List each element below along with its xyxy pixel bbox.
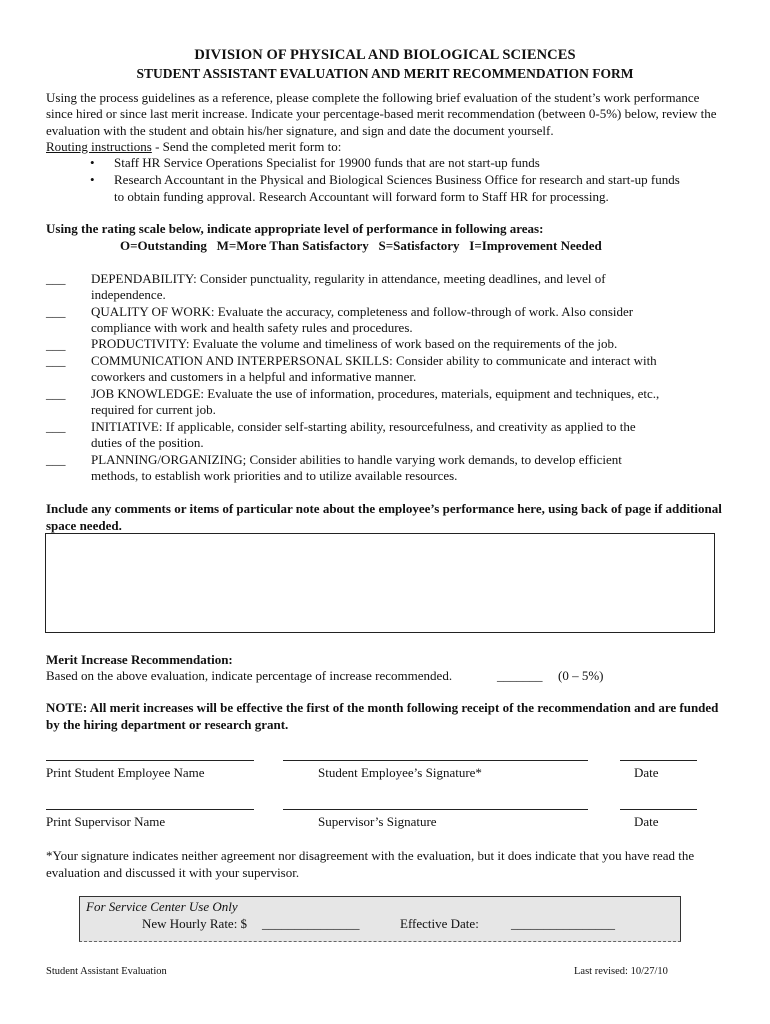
- rating-blank-productivity[interactable]: ___: [46, 337, 66, 352]
- routing-bullet-text: Staff HR Service Operations Specialist for 19900 funds that are not start-up funds: [114, 155, 540, 170]
- effective-date-field[interactable]: ________________: [511, 916, 615, 931]
- supervisor-name-line[interactable]: [46, 809, 254, 810]
- criterion-job-knowledge-cont: required for current job.: [91, 402, 216, 417]
- footer-form-name: Student Assistant Evaluation: [46, 966, 167, 977]
- bullet-icon: •: [90, 155, 95, 170]
- criterion-job-knowledge: JOB KNOWLEDGE: Evaluate the use of information, procedures, materials, equipment and techniques, etc.,: [91, 386, 660, 401]
- supervisor-date-label: Date: [634, 814, 659, 829]
- student-signature-line[interactable]: [283, 760, 588, 761]
- criterion-dependability-cont: independence.: [91, 287, 166, 302]
- routing-bullet-text: Research Accountant in the Physical and Biological Sciences Business Office for research and start-up funds: [114, 172, 680, 187]
- routing-bullet-continuation: to obtain funding approval. Research Accountant will forward form to Staff HR for processing.: [114, 189, 609, 204]
- criterion-dependability: DEPENDABILITY: Consider punctuality, regularity in attendance, meeting deadlines, and level of: [91, 271, 606, 286]
- rating-blank-planning[interactable]: ___: [46, 452, 66, 467]
- bullet-icon: •: [90, 172, 95, 187]
- hourly-rate-field[interactable]: _______________: [262, 916, 360, 931]
- criterion-quality: QUALITY OF WORK: Evaluate the accuracy, completeness and follow-through of work. Also consider: [91, 304, 634, 319]
- supervisor-name-label: Print Supervisor Name: [46, 814, 166, 829]
- routing-label: Routing instructions: [46, 138, 152, 154]
- page-title: DIVISION OF PHYSICAL AND BIOLOGICAL SCIENCES: [194, 47, 576, 63]
- criterion-communication-cont: coworkers and customers in a helpful and informative manner.: [91, 369, 417, 384]
- merit-percentage-field[interactable]: _______: [497, 668, 543, 683]
- intro-paragraph: [46, 90, 726, 155]
- comments-instruction: Include any comments or items of particular note about the employee’s performance here, using back of page if additional space needed.: [46, 501, 722, 533]
- footer-revision: Last revised: 10/27/10: [574, 966, 668, 977]
- comments-box[interactable]: [45, 533, 715, 633]
- merit-heading: Merit Increase Recommendation:: [46, 652, 233, 667]
- criterion-planning: PLANNING/ORGANIZING; Consider abilities to handle varying work demands, to develop efficient: [91, 452, 622, 467]
- criterion-initiative-cont: duties of the position.: [91, 435, 204, 450]
- effective-date-label: Effective Date:: [400, 916, 479, 931]
- service-center-box: [79, 896, 681, 942]
- rating-blank-quality[interactable]: ___: [46, 304, 66, 319]
- student-date-label: Date: [634, 765, 659, 780]
- intro-text: Using the process guidelines as a reference, please complete the following brief evaluation of the student’s work performance since hired or since last merit increase. Indicate your percentage-based merit recommendation (between 0-5%) below, review the evaluation with the student and obtain his/her signature, and sign and date the document yourself.: [46, 90, 717, 138]
- student-name-label: Print Student Employee Name: [46, 765, 205, 780]
- student-name-line[interactable]: [46, 760, 254, 761]
- merit-range: (0 – 5%): [558, 668, 604, 683]
- rating-instruction: Using the rating scale below, indicate appropriate level of performance in following areas:: [46, 221, 544, 236]
- form-subtitle: STUDENT ASSISTANT EVALUATION AND MERIT RECOMMENDATION FORM: [136, 66, 634, 81]
- supervisor-signature-label: Supervisor’s Signature: [318, 814, 437, 829]
- criterion-communication: COMMUNICATION AND INTERPERSONAL SKILLS: Consider ability to communicate and interact with: [91, 353, 657, 368]
- rating-blank-job-knowledge[interactable]: ___: [46, 386, 66, 401]
- note-text: NOTE: All merit increases will be effective the first of the month following receipt of the recommendation and are funded by the hiring department or research grant.: [46, 700, 719, 732]
- rating-blank-initiative[interactable]: ___: [46, 419, 66, 434]
- supervisor-signature-line[interactable]: [283, 809, 588, 810]
- routing-bullet: [90, 172, 680, 188]
- criterion-productivity: PRODUCTIVITY: Evaluate the volume and timeliness of work based on the requirements of the job.: [91, 336, 618, 351]
- service-center-heading: For Service Center Use Only: [86, 899, 238, 914]
- criterion-initiative: INITIATIVE: If applicable, consider self-starting ability, resourcefulness, and creativity as applied to the: [91, 419, 636, 434]
- criterion-planning-cont: methods, to establish work priorities and to utilize available resources.: [91, 468, 458, 483]
- rating-scale: O=Outstanding M=More Than Satisfactory S=Satisfactory I=Improvement Needed: [120, 238, 602, 253]
- hourly-rate-label: New Hourly Rate: $: [142, 916, 248, 931]
- student-signature-label: Student Employee’s Signature*: [318, 765, 482, 780]
- criterion-quality-cont: compliance with work and health safety rules and procedures.: [91, 320, 413, 335]
- supervisor-date-line[interactable]: [620, 809, 697, 810]
- rating-blank-communication[interactable]: ___: [46, 353, 66, 368]
- rating-blank-dependability[interactable]: ___: [46, 271, 66, 286]
- student-date-line[interactable]: [620, 760, 697, 761]
- routing-text: - Send the completed merit form to:: [151, 138, 342, 154]
- signature-disclaimer: *Your signature indicates neither agreement nor disagreement with the evaluation, but it does indicate that you have read the evaluation and discussed it with your supervisor.: [46, 848, 695, 880]
- merit-instruction: Based on the above evaluation, indicate percentage of increase recommended.: [46, 668, 453, 683]
- routing-bullet: [90, 155, 540, 171]
